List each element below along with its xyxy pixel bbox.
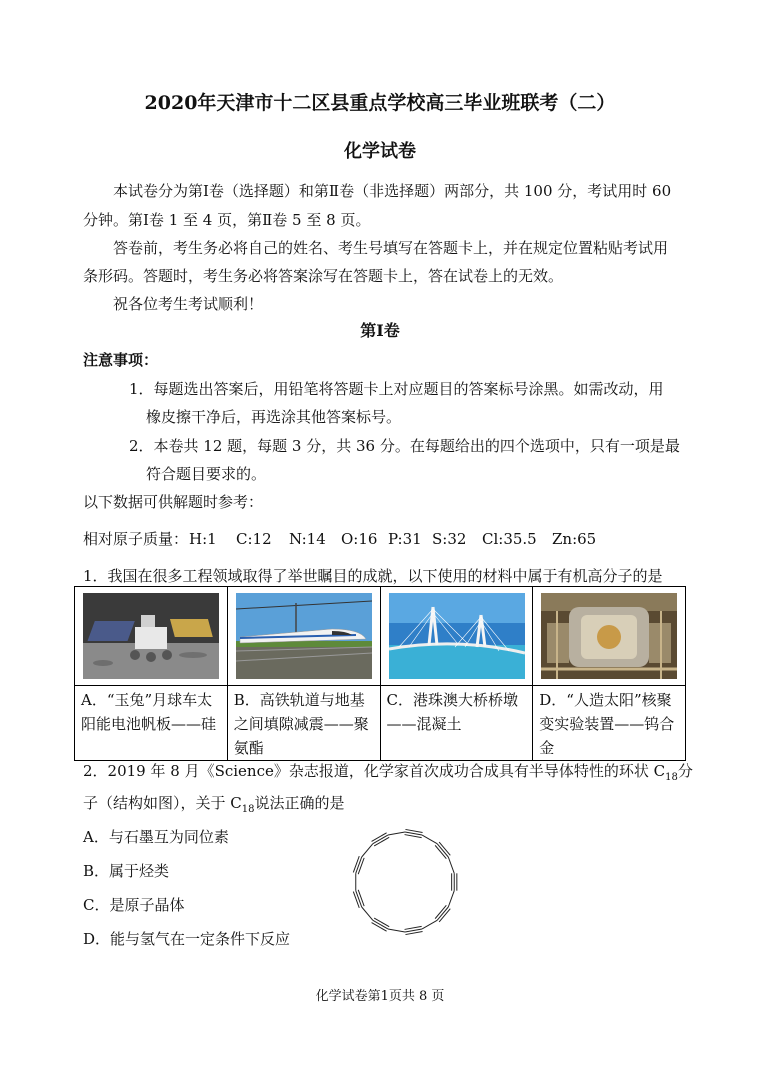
single-bond-line — [422, 835, 437, 844]
triple-bond-line — [405, 835, 422, 838]
atomic-mass-n: N:14 — [289, 530, 326, 548]
atomic-mass-p: P:31 — [388, 530, 422, 548]
page-title: 2020年天津市十二区县重点学校高三毕业班联考（二） — [144, 92, 616, 114]
notice-1-line-2: 橡皮擦干净后，再选涂其他答案标号。 — [146, 408, 402, 426]
q1-option-d: D．“人造太阳”核聚变实验装置——钨合金 — [533, 686, 686, 761]
atomic-mass-c: C:12 — [236, 530, 272, 548]
triple-bond-line — [405, 929, 422, 932]
notice-2-line-1: 2．本卷共 12 题，每题 3 分，共 36 分。在每题给出的四个选项中，只有一项是最 — [129, 437, 680, 455]
intro-line-1: 本试卷分为第Ⅰ卷（选择题）和第Ⅱ卷（非选择题）两部分，共 100 分，考试用时 60 — [113, 182, 672, 200]
fusion-device-photo — [541, 593, 677, 679]
single-bond-line — [448, 891, 454, 907]
notice-1-line-1: 1．每题选出答案后，用铅笔将答题卡上对应题目的答案标号涂黑。如需改动，用 — [129, 380, 664, 398]
intro-line-2: 分钟。第Ⅰ卷 1 至 4 页，第Ⅱ卷 5 至 8 页。 — [83, 211, 371, 229]
notice-heading: 注意事项： — [83, 351, 159, 369]
q1-option-b: B．高铁轨道与地基之间填隙减震——聚氨酯 — [227, 686, 380, 761]
single-bond-line — [388, 929, 405, 932]
intro-line-3: 答卷前，考生务必将自己的姓名、考生号填写在答题卡上，并在规定位置粘贴考试用 — [113, 239, 669, 257]
section-title: 第Ⅰ卷 — [360, 321, 400, 340]
single-bond-line — [362, 907, 373, 920]
q1-option-a: A．“玉兔”月球车太阳能电池帆板——硅 — [75, 686, 228, 761]
q2-stem-line-2: 子（结构如图），关于 $C_{18}$说法正确的是 — [83, 794, 345, 815]
triple-bond-line — [358, 858, 364, 874]
intro-line-5: 祝各位考生考试顺利！ — [113, 295, 264, 313]
atomic-mass-cl: Cl:35.5 — [482, 530, 537, 548]
q2-subscript-2: 18 — [241, 804, 255, 815]
triple-bond-line — [353, 856, 359, 872]
q2-option-a: A．与石墨互为同位素 — [83, 828, 229, 846]
atomic-mass-h: H:1 — [189, 530, 217, 548]
q1-image-cell-c — [380, 587, 533, 686]
triple-bond-line — [358, 890, 364, 906]
triple-bond-line — [405, 832, 422, 835]
q2-option-b: B．属于烃类 — [83, 862, 170, 880]
q2-stem-line-1: 2．2019 年 8 月《Science》杂志报道，化学家首次成功合成具有半导体特性的环状 $C_{18}$分 — [83, 762, 693, 783]
triple-bond-line — [405, 829, 422, 832]
q1-stem: 1．我国在很多工程领域取得了举世瞩目的成就，以下使用的材料中属于有机高分子的是 — [83, 567, 663, 585]
reference-intro: 以下数据可供解题时参考： — [83, 493, 264, 511]
atomic-mass-zn: Zn:65 — [552, 530, 597, 548]
triple-bond-line — [356, 857, 362, 873]
q2-option-d: D．能与氢气在一定条件下反应 — [83, 930, 291, 948]
cyclocarbon-ring-structure — [345, 822, 465, 942]
q2-option-c: C．是原子晶体 — [83, 896, 185, 914]
q1-option-c: C．港珠澳大桥桥墩——混凝土 — [380, 686, 533, 761]
bridge-photo — [389, 593, 525, 679]
q1-options-table — [74, 586, 686, 761]
q1-image-cell-b — [227, 587, 380, 686]
single-bond-line — [422, 920, 437, 929]
notice-2-line-2: 符合题目要求的。 — [146, 465, 267, 483]
q2-subscript-1: 18 — [665, 772, 678, 783]
intro-line-4: 条形码。答题时，考生务必将答案涂写在答题卡上，答在试卷上的无效。 — [83, 267, 564, 285]
triple-bond-line — [405, 926, 422, 929]
single-bond-line — [388, 832, 405, 835]
triple-bond-line — [405, 932, 422, 935]
lunar-rover-photo — [83, 593, 219, 679]
high-speed-train-photo — [236, 593, 372, 679]
triple-bond-line — [353, 892, 359, 908]
single-bond-line — [448, 857, 454, 873]
single-bond-line — [362, 844, 373, 857]
atomic-mass-s: S:32 — [432, 530, 467, 548]
triple-bond-line — [356, 891, 362, 907]
q1-image-cell-d — [533, 587, 686, 686]
atomic-mass-o: O:16 — [341, 530, 378, 548]
atomic-mass-label: 相对原子质量： — [83, 530, 189, 548]
q1-image-cell-a — [75, 587, 228, 686]
page-footer: 化学试卷第1页共 8 页 — [315, 989, 445, 1004]
exam-subject-title: 化学试卷 — [344, 141, 416, 162]
